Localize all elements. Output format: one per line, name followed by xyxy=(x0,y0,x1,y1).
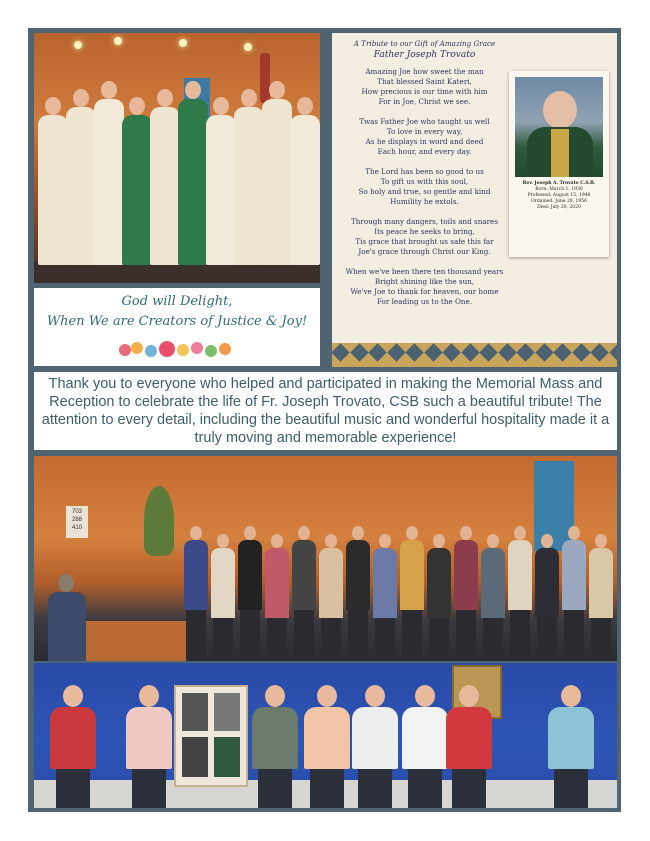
poem-line: To gift us with this soul, xyxy=(380,177,469,186)
poem-title: Father Joseph Trovato xyxy=(373,50,476,60)
poem-header: A Tribute to our Gift of Amazing Grace Father Joseph Trovato xyxy=(342,39,507,61)
choir-singer xyxy=(427,534,451,661)
thank-you-text: Thank you to everyone who helped and participated in making the Memorial Mass and Reception to celebrate the life of Fr. Joseph Trovato, CSB such a beautiful tribute! The attention to every detail, including the beautiful music and wonderful hospitality made it a truly moving and memorable experience! xyxy=(41,376,610,446)
choir-singer xyxy=(454,526,478,661)
photo-collage-board xyxy=(174,685,248,787)
choir-singer xyxy=(373,534,397,661)
choir-singer xyxy=(589,534,613,661)
speaker-figure xyxy=(548,685,594,808)
poem-line: When we've been there ten thousand years xyxy=(345,267,504,276)
memorial-info: Rev. Joseph A. Trovato C.S.B. Born: March 1, 1930 Professed: August 15, 1948 Ordained: June 29, 1956 Died: July 20, 2020 xyxy=(522,181,596,210)
poem-line: Bright shining like the sun, xyxy=(374,277,475,286)
choir-singer xyxy=(238,526,262,661)
memorial-portrait xyxy=(515,77,603,177)
choir-singer xyxy=(481,534,505,661)
poem-line: Joe's grace through Christ our King. xyxy=(358,247,491,256)
choir-singer xyxy=(292,526,316,661)
poem-line: Tis grace that brought us safe this far xyxy=(355,237,494,246)
choir-singer xyxy=(184,526,208,661)
poem-line: Its peace he seeks to bring, xyxy=(374,227,475,236)
choir-singer xyxy=(400,526,424,661)
poem-line: To love in every way, xyxy=(386,127,463,136)
poem-line: So holy and true, so gentle and kind xyxy=(358,187,491,196)
poem-line: Through many dangers, toils and snares xyxy=(350,217,499,226)
clergy-figure xyxy=(234,89,264,265)
clergy-figure xyxy=(178,81,208,265)
poem-line: The Lord has been so good to us xyxy=(365,167,484,176)
poem-stanza xyxy=(342,267,507,307)
organ xyxy=(86,621,198,661)
poem-line: Amazing Joe how sweet the man xyxy=(365,67,484,76)
poem-stanza xyxy=(342,117,507,157)
caption-line-2: When We are Creators of Justice & Joy! xyxy=(46,314,308,329)
speaker-figure xyxy=(126,685,172,808)
clergy-figure xyxy=(150,89,180,265)
plant xyxy=(144,486,174,556)
speakers-photo xyxy=(34,663,617,808)
hymn-number-board: 703 288 410 xyxy=(66,506,88,538)
thank-you-box xyxy=(34,372,617,450)
choir-singer xyxy=(265,534,289,661)
poem-line: That blessed Saint Kateri, xyxy=(377,77,472,86)
poem-stanza xyxy=(342,167,507,207)
speaker-figure xyxy=(304,685,350,808)
speaker-figure xyxy=(50,685,96,808)
choir-singer xyxy=(562,526,586,661)
speaker-figure xyxy=(252,685,298,808)
choir-singer xyxy=(211,534,235,661)
clergy-figure xyxy=(206,97,236,265)
caption-card xyxy=(34,288,320,366)
speaker-figure xyxy=(352,685,398,808)
clergy-figure xyxy=(122,97,152,265)
choir-photo xyxy=(34,456,617,661)
poem-line: For leading us to the One. xyxy=(376,297,473,306)
poem-line: Humility he extols. xyxy=(390,197,459,206)
memorial-card xyxy=(509,71,609,257)
poem-line: For in Joe, Christ we see. xyxy=(378,97,471,106)
poem-line: How precious is our time with him xyxy=(361,87,488,96)
clergy-figure xyxy=(66,89,96,265)
clergy-figure xyxy=(290,97,320,265)
clergy-group-photo xyxy=(34,33,320,283)
choir-singer xyxy=(535,534,559,661)
poem-stanza xyxy=(342,67,507,107)
clergy-figure xyxy=(94,81,124,265)
clergy-figure xyxy=(262,81,292,265)
poem-line: Each hour, and every day. xyxy=(377,147,472,156)
caption-line-1: God will Delight, xyxy=(121,294,233,309)
poem-card xyxy=(332,33,617,343)
choir-singer xyxy=(346,526,370,661)
diamond-border xyxy=(332,343,617,367)
clergy-figure xyxy=(38,97,68,265)
flower-garland-icon xyxy=(119,340,235,358)
poem-line: Twas Father Joe who taught us well xyxy=(359,117,490,126)
poem-stanza xyxy=(342,217,507,257)
speaker-figure xyxy=(402,685,448,808)
choir-singer xyxy=(508,526,532,661)
poem-line: We've Joe to thank for heaven, our home xyxy=(350,287,499,296)
organist xyxy=(48,574,86,661)
choir-singer xyxy=(319,534,343,661)
speaker-figure xyxy=(446,685,492,808)
poem-line: As he displays in word and deed xyxy=(365,137,484,146)
